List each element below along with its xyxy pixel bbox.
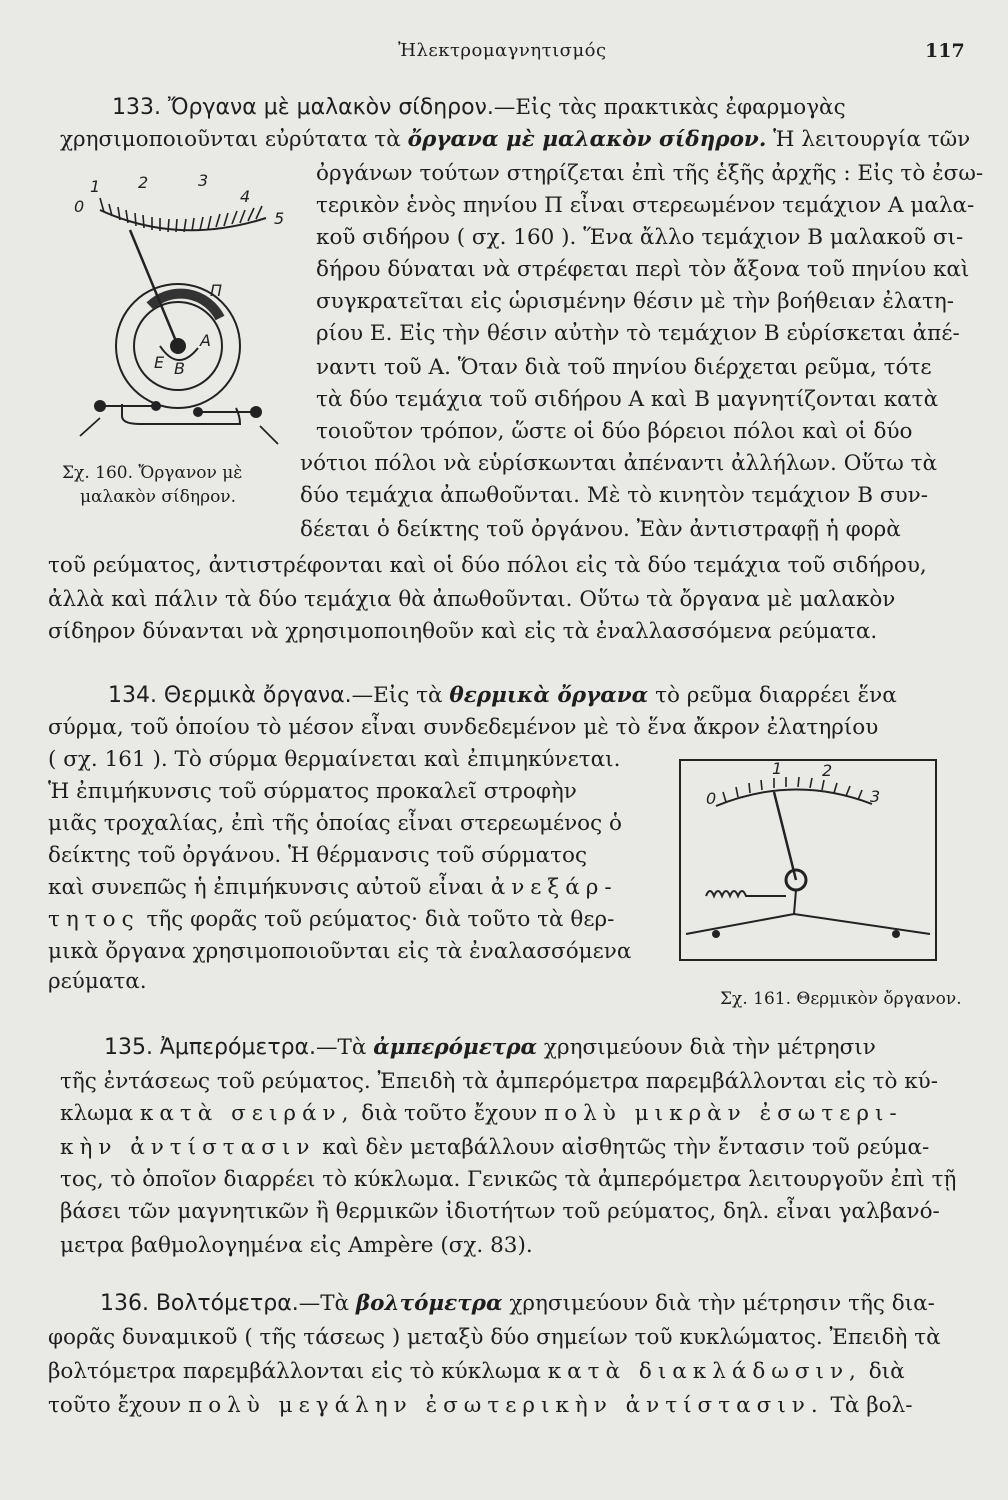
label-a: Α — [200, 331, 211, 350]
figure-161-caption: Σχ. 161. Θερμικὸν ὄργανον. — [720, 989, 962, 1009]
scale-ticks — [100, 198, 262, 232]
label-e: Ε — [154, 353, 165, 372]
text-span: χρησιμεύουν διὰ τὴν μέτρησιν — [537, 1035, 876, 1060]
scale-label-3: 3 — [198, 171, 209, 190]
section-133-right-line-4: δήρου δύναται νὰ στρέφεται περὶ τὸν ἄξονα τοῦ πηνίου καὶ — [316, 257, 970, 282]
section-134-left-line-4: δείκτης τοῦ ὀργάνου. Ἡ θέρμανσις τοῦ σύρματος — [48, 843, 587, 868]
section-133-heading-line — [112, 94, 846, 122]
section-135-number: 135. — [104, 1035, 153, 1060]
text-span: καὶ δὲν μεταβάλλουν αἰσθητῶς τὴν ἔντασιν τοῦ ρεύμα- — [315, 1135, 930, 1160]
section-133-number: 133. — [112, 95, 161, 120]
emphasis-span: βολτόμετρα — [355, 1291, 503, 1316]
section-135-line2: τῆς ἐντάσεως τοῦ ρεύματος. Ἐπειδὴ τὰ ἀμπερόμετρα παρεμβάλλονται εἰς τὸ κύ- — [60, 1069, 938, 1094]
running-title: Ἠλεκτρομαγνητισμός — [398, 40, 607, 61]
page-header — [0, 40, 1008, 70]
spaced-text: ἀνεξάρ- — [490, 875, 618, 900]
section-133-right-line-7: ναντι τοῦ Α. Ὅταν διὰ τοῦ πηνίου διέρχεται ρεῦμα, τότε — [316, 355, 932, 380]
section-136-title: Βολτόμετρα. — [155, 1291, 299, 1316]
section-136-line4 — [48, 1392, 912, 1420]
text-span: καὶ συνεπῶς ἡ ἐπιμήκυνσις αὐτοῦ εἶναι — [48, 875, 484, 900]
text-span: τῆς φορᾶς τοῦ ρεύματος· διὰ τοῦτο τὰ θερ- — [146, 907, 615, 932]
section-134-left-line-5 — [48, 874, 618, 902]
section-135-line4 — [60, 1134, 929, 1162]
figure-160-caption-line1: Σχ. 160. Ὄργανον μὲ — [62, 463, 243, 483]
soft-iron-instrument-drawing — [60, 168, 300, 458]
scale-label-1: 1 — [90, 177, 101, 196]
section-133-right-line-12: δέεται ὁ δείκτης τοῦ ὀργάνου. Ἐὰν ἀντιστραφῇ ἡ φορὰ — [300, 517, 901, 542]
section-136-number: 136. — [100, 1291, 149, 1316]
section-134-title: Θερμικὰ ὄργανα. — [163, 683, 352, 708]
section-135-line6: βάσει τῶν μαγνητικῶν ἢ θερμικῶν ἰδιοτήτων τοῦ ρεύματος, δηλ. εἶναι γαλβανό- — [60, 1199, 940, 1224]
label-b: Β — [174, 359, 185, 378]
label-coil: Π — [210, 281, 223, 300]
text-span: Τὰ βολ- — [823, 1393, 913, 1418]
spaced-text: τητος — [48, 907, 140, 932]
text-span: χρησιμοποιοῦνται εὐρύτατα τὰ — [60, 127, 408, 152]
scale-label-0: 0 — [706, 789, 717, 808]
section-135-title: Ἀμπερόμετρα. — [159, 1035, 317, 1060]
terminal-right — [250, 406, 262, 418]
figure-160-caption-line2: μαλακὸν σίδηρον. — [80, 487, 237, 507]
section-133-right-line-9: τοιοῦτον τρόπον, ὥστε οἱ δύο βόρειοι πόλοι καὶ οἱ δύο — [316, 419, 913, 444]
text-span: τὸ ρεῦμα διαρρέει ἕνα — [648, 683, 897, 708]
spaced-text: πολὺ μεγάλην ἐσωτερικὴν ἀντίστασιν. — [188, 1393, 824, 1418]
section-133-right-line-8: τὰ δύο τεμάχια τοῦ σιδήρου Α καὶ Β μαγνητίζονται κατὰ — [316, 387, 939, 412]
text-span: —Εἰς τὰ — [351, 683, 450, 708]
figure-161 — [676, 756, 946, 976]
section-133-right-line-11: δύο τεμάχια ἀπωθοῦνται. Μὲ τὸ κινητὸν τεμάχιον Β συν- — [300, 483, 929, 508]
text-span: διὰ τοῦτο ἔχουν — [354, 1101, 545, 1126]
section-134-left-line-6 — [48, 906, 614, 934]
section-134-number: 134. — [108, 683, 157, 708]
section-135-line7: μετρα βαθμολογημένα εἰς Ampère (σχ. 83). — [60, 1233, 533, 1258]
section-133-full-line-3: σίδηρον δύνανται νὰ χρησιμοποιηθοῦν καὶ εἰς τὰ ἐναλλασσόμενα ρεύματα. — [48, 619, 878, 644]
text-span: βολτόμετρα παρεμβάλλονται εἰς τὸ κύκλωμα — [48, 1359, 548, 1384]
scale-label-4: 4 — [240, 187, 251, 206]
emphasis-span: θερμικὰ ὄργανα — [449, 683, 649, 708]
page-number: 117 — [925, 40, 965, 62]
section-134-left-line-3: μιᾶς τροχαλίας, ἐπὶ τῆς ὁποίας εἶναι στερεωμένος ὁ — [48, 811, 622, 836]
text-span: διὰ — [861, 1359, 905, 1384]
text-span: κλωμα — [60, 1101, 140, 1126]
terminal-left — [94, 400, 106, 412]
section-133-line2 — [60, 126, 970, 154]
section-133-right-line-1: ὀργάνων τούτων στηρίζεται ἐπὶ τῆς ἑξῆς ἀρχῆς : Εἰς τὸ ἐσω- — [316, 161, 984, 186]
section-133-right-line-5: συγκρατεῖται εἰς ὡρισμένην θέσιν μὲ τὴν βοήθειαν ἐλατη- — [316, 289, 955, 314]
section-134-left-line-7: μικὰ ὄργανα χρησιμοποιοῦνται εἰς τὰ ἐναλασσόμενα — [48, 939, 632, 964]
section-135-line3 — [60, 1100, 903, 1128]
scale-label-2: 2 — [138, 173, 149, 192]
section-135-line5: τος, τὸ ὁποῖον διαρρέει τὸ κύκλωμα. Γενικῶς τὰ ἀμπερόμετρα λειτουργοῦν ἐπὶ τῇ — [60, 1167, 957, 1192]
scale-arc — [716, 789, 872, 806]
section-134-left-line-2: Ἡ ἐπιμήκυνσις τοῦ σύρματος προκαλεῖ στροφὴν — [48, 779, 577, 804]
section-136-line2: φορᾶς δυναμικοῦ ( τῆς τάσεως ) μεταξὺ δύο σημείων τοῦ κυκλώματος. Ἐπειδὴ τὰ — [48, 1325, 941, 1350]
section-133-full-line-1: τοῦ ρεύματος, ἀντιστρέφονται καὶ οἱ δύο πόλοι εἰς τὰ δύο τεμάχια τοῦ σιδήρου, — [48, 553, 927, 578]
pointer-needle — [774, 792, 796, 880]
text-span: Ἡ λειτουργία τῶν — [766, 127, 971, 152]
section-133-right-line-6: ρίου Ε. Εἰς τὴν θέσιν αὐτὴν τὸ τεμάχιον Β εὑρίσκεται ἀπέ- — [316, 321, 960, 346]
figure-160 — [60, 168, 300, 458]
text-span: —Τὰ — [316, 1035, 374, 1060]
text-span: χρησιμεύουν διὰ τὴν μέτρησιν τῆς δια- — [502, 1291, 935, 1316]
scale-label-2: 2 — [822, 761, 833, 780]
spaced-text: κατὰ σειράν, — [139, 1101, 355, 1126]
section-133-right-line-10: νότιοι πόλοι νὰ εὑρίσκωνται ἀπέναντι ἀλλήλων. Οὕτω τὰ — [300, 451, 938, 476]
section-134-line2: σύρμα, τοῦ ὁποίου τὸ μέσον εἶναι συνδεδεμένον μὲ τὸ ἕνα ἄκρον ἐλατηρίου — [48, 715, 879, 740]
section-133-title: Ὄργανα μὲ μαλακὸν σίδηρον. — [167, 95, 494, 120]
scale-label-1: 1 — [772, 759, 783, 778]
emphasis-span: ἀμπερόμετρα — [373, 1035, 538, 1060]
section-133-right-line-3: κοῦ σιδήρου ( σχ. 160 ). Ἕνα ἄλλο τεμάχιον Β μαλακοῦ σι- — [316, 225, 964, 250]
section-134-left-line-1: ( σχ. 161 ). Τὸ σύρμα θερμαίνεται καὶ ἐπιμηκύνεται. — [48, 747, 621, 772]
emphasis-span: ὄργανα μὲ μαλακὸν σίδηρον. — [407, 127, 767, 152]
section-133-full-line-2: ἀλλὰ καὶ πάλιν τὰ δύο τεμάχια θὰ ἀπωθοῦνται. Οὕτω τὰ ὄργανα μὲ μαλακὸν — [48, 587, 896, 612]
section-136-heading-line — [100, 1290, 935, 1318]
thermal-instrument-drawing — [676, 756, 946, 976]
scale-label-5: 5 — [274, 209, 285, 228]
section-133-right-line-2: τερικὸν ἑνὸς πηνίου Π εἶναι στερεωμένον τεμάχιον Α μαλα- — [316, 193, 975, 218]
section-134-left-line-8: ρεύματα. — [48, 969, 147, 994]
pivot — [171, 339, 185, 353]
spring — [706, 891, 786, 896]
scale-label-3: 3 — [870, 787, 881, 806]
scale-label-0: 0 — [74, 197, 85, 216]
spaced-text: κὴν ἀντίστασιν — [60, 1135, 316, 1160]
section-136-line3 — [48, 1358, 905, 1386]
section-135-heading-line — [104, 1034, 876, 1062]
text-span: —Τὰ — [298, 1291, 356, 1316]
spaced-text: κατὰ διακλάδωσιν, — [547, 1359, 862, 1384]
section-133-line1-rest: —Εἰς τὰς πρακτικὰς ἐφαρμογὰς — [493, 95, 846, 120]
text-span: τοῦτο ἔχουν — [48, 1393, 189, 1418]
section-134-heading-line — [108, 682, 897, 710]
spaced-text: πολὺ μικρὰν ἐσωτερι- — [544, 1101, 903, 1126]
